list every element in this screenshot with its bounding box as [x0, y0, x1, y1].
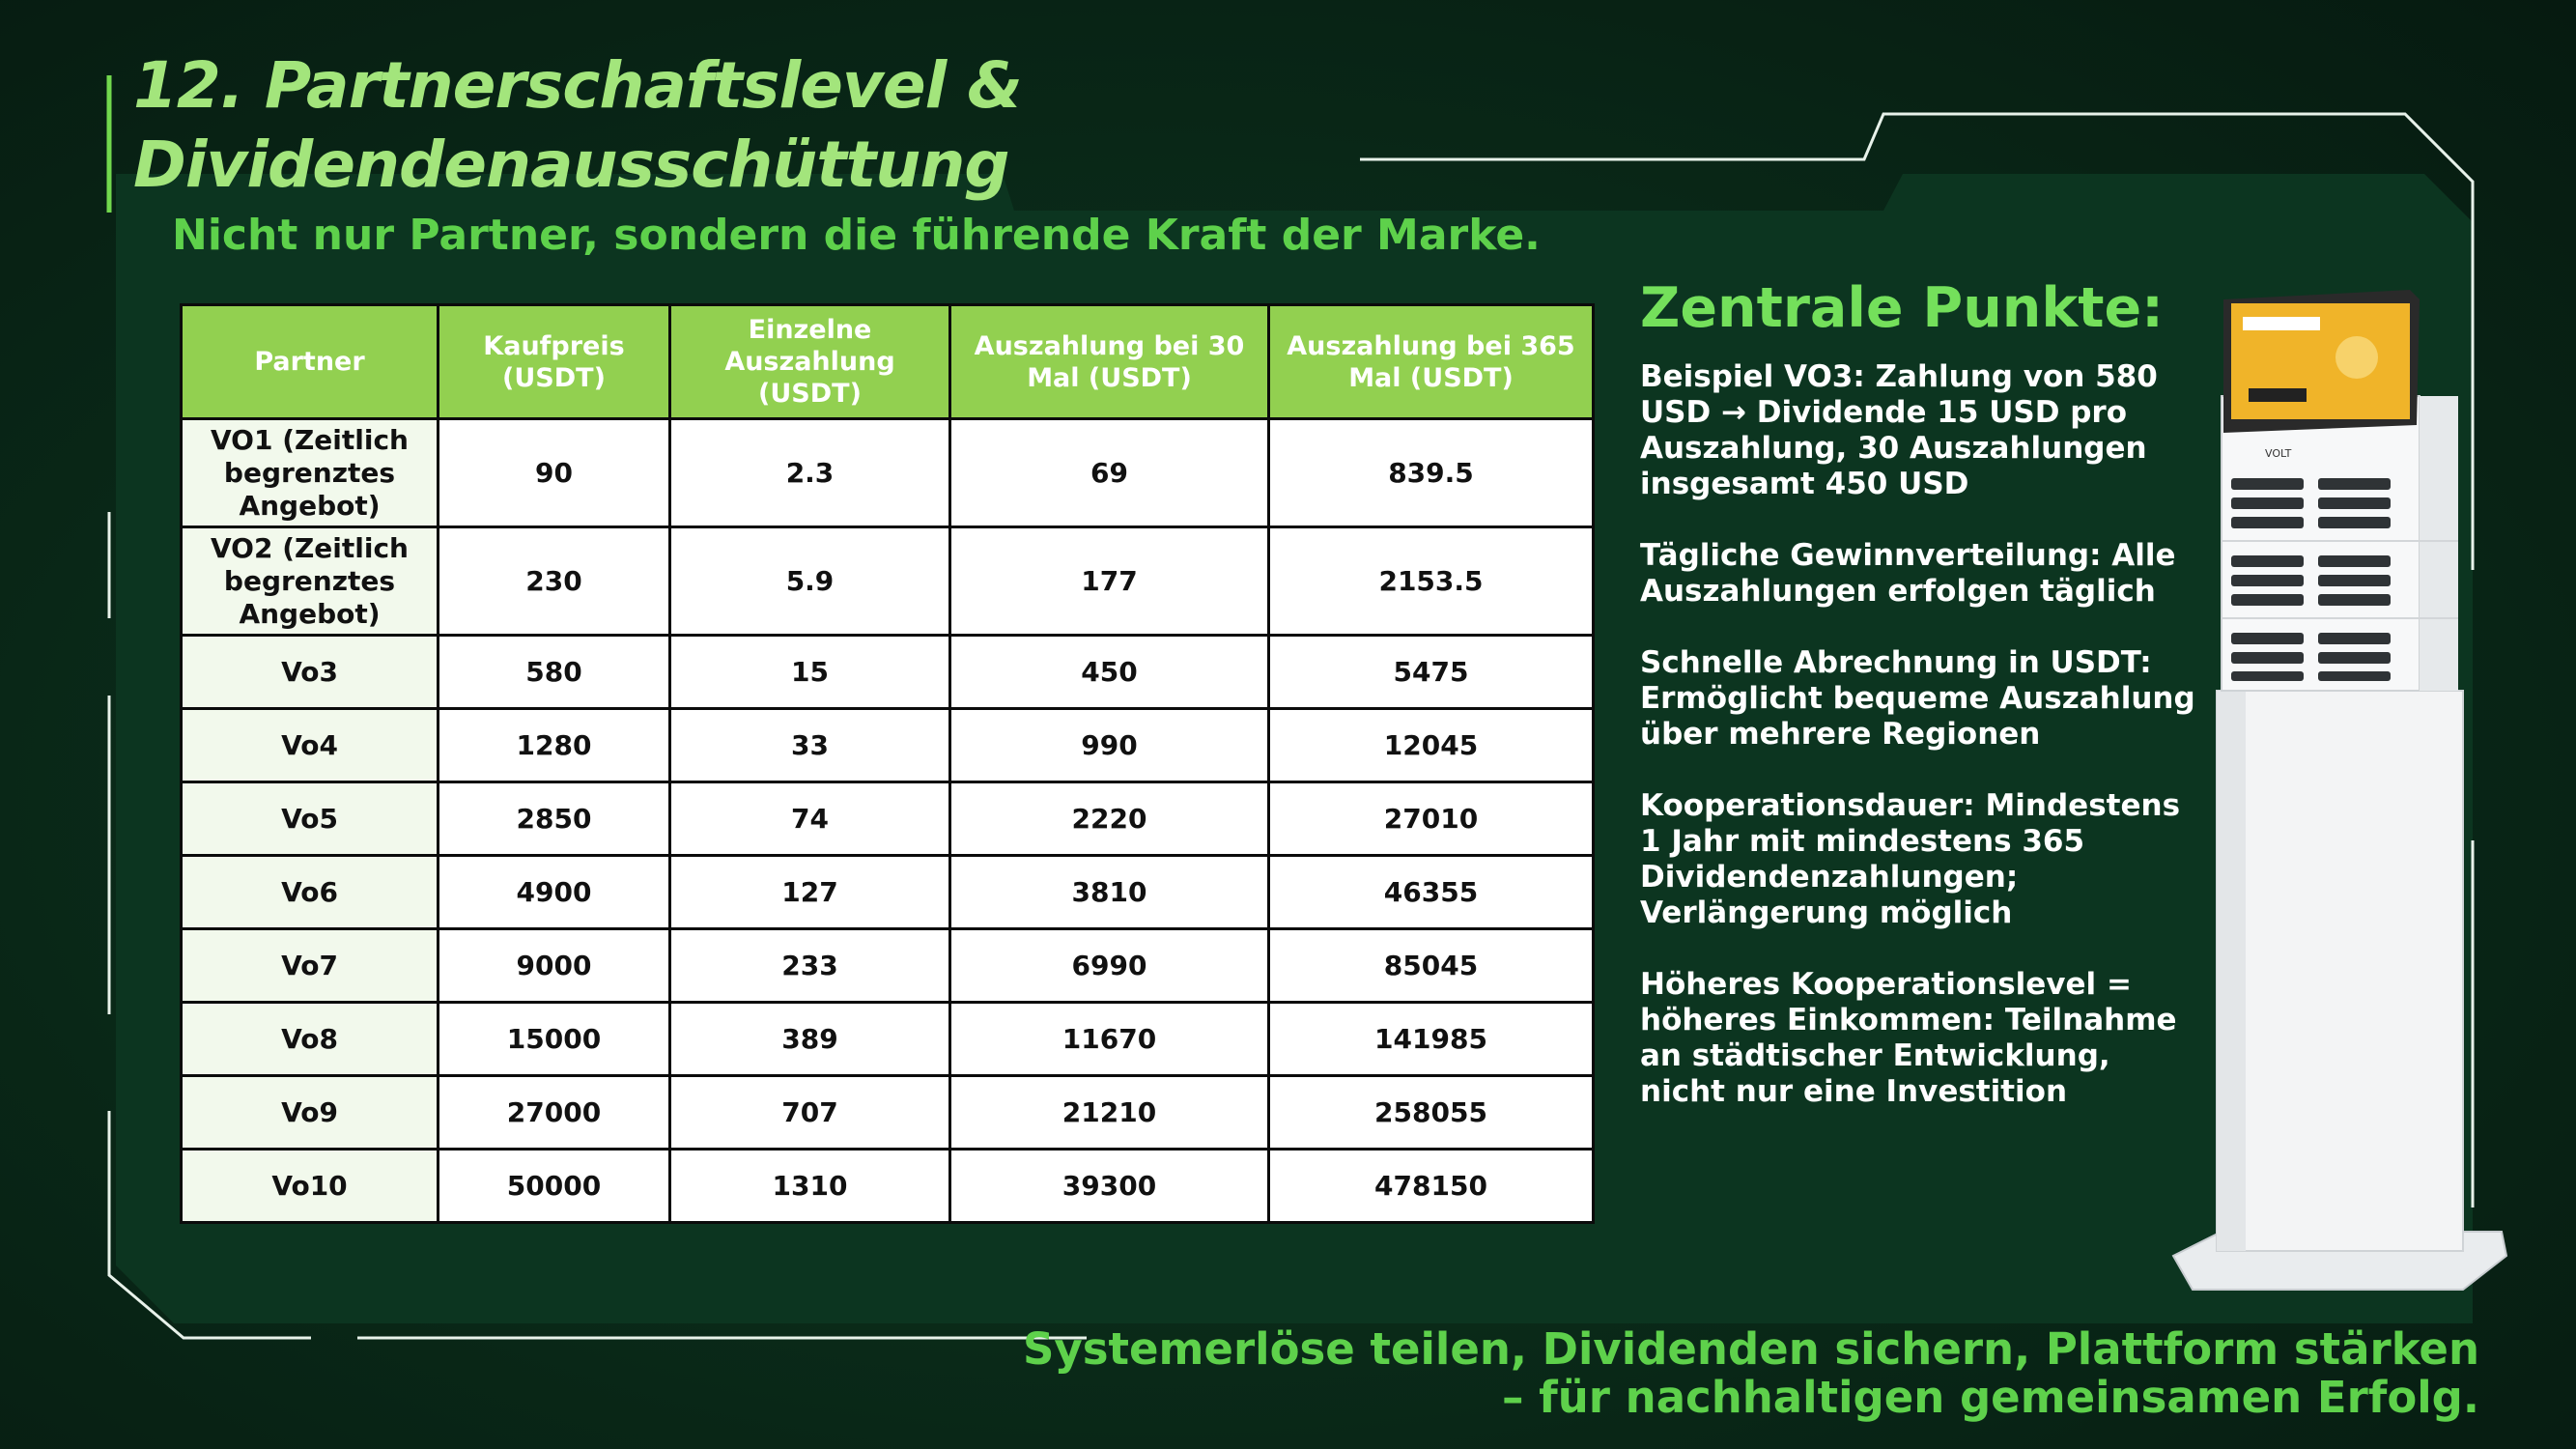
cell-365: 5475 — [1269, 636, 1594, 709]
slogan-line-1: Systemerlöse teilen, Dividenden sichern, Plattform stärken — [1022, 1323, 2479, 1375]
key-point: Schnelle Abrechnung in USDT: Ermöglicht bequeme Auszahlung über mehrere Regionen — [1640, 645, 2195, 752]
table-header-row — [182, 305, 1594, 419]
cell-30: 450 — [950, 636, 1269, 709]
cell-einzelne: 15 — [670, 636, 950, 709]
partner-table — [180, 303, 1595, 1224]
cell-partner: Vo5 — [182, 782, 439, 856]
cell-kaufpreis: 1280 — [439, 709, 670, 782]
cell-30: 2220 — [950, 782, 1269, 856]
table-row — [182, 527, 1594, 636]
key-points-heading: Zentrale Punkte: — [1640, 276, 2164, 340]
cell-30: 69 — [950, 419, 1269, 527]
cell-365: 478150 — [1269, 1150, 1594, 1223]
key-point: Höheres Kooperationslevel = höheres Einkommen: Teilnahme an städtischer Entwicklung, nicht nur eine Investition — [1640, 967, 2177, 1109]
cell-partner: Vo7 — [182, 929, 439, 1003]
cell-365: 2153.5 — [1269, 527, 1594, 636]
header-partner: Partner — [182, 305, 439, 419]
table-row — [182, 1003, 1594, 1076]
key-point: Beispiel VO3: Zahlung von 580 USD → Dividende 15 USD pro Auszahlung, 30 Auszahlungen insgesamt 450 USD — [1640, 359, 2158, 501]
key-point: Tägliche Gewinnverteilung: Alle Auszahlungen erfolgen täglich — [1640, 538, 2176, 609]
cell-partner: VO1 (Zeitlich begrenztes Angebot) — [182, 419, 439, 527]
header-kaufpreis: Kaufpreis (USDT) — [439, 305, 670, 419]
cell-einzelne: 707 — [670, 1076, 950, 1150]
cell-365: 839.5 — [1269, 419, 1594, 527]
cell-kaufpreis: 27000 — [439, 1076, 670, 1150]
table-row — [182, 1076, 1594, 1150]
cell-365: 27010 — [1269, 782, 1594, 856]
cell-365: 12045 — [1269, 709, 1594, 782]
cell-einzelne: 2.3 — [670, 419, 950, 527]
cell-30: 177 — [950, 527, 1269, 636]
cell-kaufpreis: 9000 — [439, 929, 670, 1003]
closing-slogan — [1023, 1325, 2479, 1422]
svg-text:VOLT: VOLT — [2265, 447, 2292, 460]
cell-30: 6990 — [950, 929, 1269, 1003]
cell-365: 258055 — [1269, 1076, 1594, 1150]
header-einzelne-auszahlung: Einzelne Auszahlung (USDT) — [670, 305, 950, 419]
cell-30: 990 — [950, 709, 1269, 782]
table-row — [182, 419, 1594, 527]
table-row — [182, 709, 1594, 782]
cell-kaufpreis: 4900 — [439, 856, 670, 929]
table-row — [182, 636, 1594, 709]
cell-einzelne: 233 — [670, 929, 950, 1003]
cell-einzelne: 1310 — [670, 1150, 950, 1223]
cell-partner: Vo9 — [182, 1076, 439, 1150]
cell-einzelne: 74 — [670, 782, 950, 856]
header-auszahlung-365: Auszahlung bei 365 Mal (USDT) — [1269, 305, 1594, 419]
cell-kaufpreis: 2850 — [439, 782, 670, 856]
subtitle: Nicht nur Partner, sondern die führende Kraft der Marke. — [172, 211, 1541, 260]
table-row — [182, 929, 1594, 1003]
title-line-2: Dividendenausschüttung — [133, 128, 1009, 202]
cell-einzelne: 5.9 — [670, 527, 950, 636]
slogan-line-2: – für nachhaltigen gemeinsamen Erfolg. — [1502, 1372, 2479, 1423]
cell-einzelne: 389 — [670, 1003, 950, 1076]
cell-kaufpreis: 580 — [439, 636, 670, 709]
cell-partner: Vo8 — [182, 1003, 439, 1076]
kiosk-image — [2164, 280, 2521, 1304]
key-points-panel — [1640, 276, 2200, 1146]
cell-einzelne: 33 — [670, 709, 950, 782]
cell-365: 141985 — [1269, 1003, 1594, 1076]
cell-partner: Vo4 — [182, 709, 439, 782]
cell-kaufpreis: 50000 — [439, 1150, 670, 1223]
cell-partner: Vo3 — [182, 636, 439, 709]
header-auszahlung-30: Auszahlung bei 30 Mal (USDT) — [950, 305, 1269, 419]
cell-30: 39300 — [950, 1150, 1269, 1223]
cell-partner: VO2 (Zeitlich begrenztes Angebot) — [182, 527, 439, 636]
cell-30: 3810 — [950, 856, 1269, 929]
cell-kaufpreis: 90 — [439, 419, 670, 527]
cell-einzelne: 127 — [670, 856, 950, 929]
cell-365: 85045 — [1269, 929, 1594, 1003]
cell-kaufpreis: 15000 — [439, 1003, 670, 1076]
cell-kaufpreis: 230 — [439, 527, 670, 636]
table-row — [182, 782, 1594, 856]
cell-partner: Vo6 — [182, 856, 439, 929]
cell-30: 21210 — [950, 1076, 1269, 1150]
title-line-1: 12. Partnerschaftslevel & — [133, 48, 1022, 123]
cell-partner: Vo10 — [182, 1150, 439, 1223]
cell-30: 11670 — [950, 1003, 1269, 1076]
table-row — [182, 856, 1594, 929]
table-row — [182, 1150, 1594, 1223]
key-point: Kooperationsdauer: Mindestens 1 Jahr mit mindestens 365 Dividendenzahlungen; Verlängerung möglich — [1640, 788, 2181, 930]
page-title — [133, 46, 1022, 205]
cell-365: 46355 — [1269, 856, 1594, 929]
